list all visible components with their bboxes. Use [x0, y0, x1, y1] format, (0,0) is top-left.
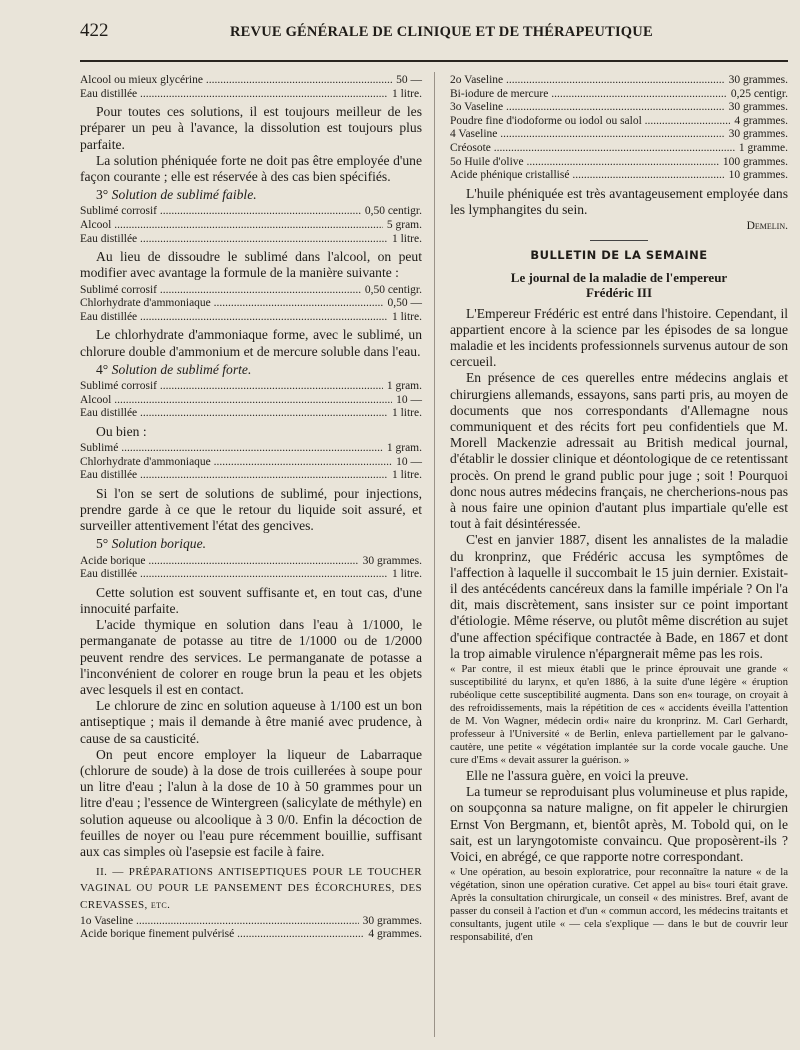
- ingredient-name: Créosote .....: [450, 142, 735, 156]
- formula-list: [80, 205, 422, 246]
- ingredient-amount: 30 grammes.: [362, 554, 422, 567]
- subheading-text: Solution borique.: [111, 536, 207, 552]
- formula-row: [450, 128, 788, 142]
- ingredient-amount: 10 —: [396, 393, 422, 406]
- ingredient-name: 4 Vaseline .....: [450, 128, 725, 142]
- formula-row: [80, 297, 422, 311]
- formula-row: [80, 311, 422, 325]
- paragraph: Pour toutes ces solutions, il est toujours meilleur de les préparer un peu à l'avance, la dissolution est toujours plus parfaite.: [80, 104, 422, 152]
- subheading: [80, 536, 422, 552]
- formula-row: [80, 928, 422, 942]
- paragraph: En présence de ces querelles entre médecins anglais et chirurgiens allemands, essayons, sans parti pris, au moyen de documents que nos correspondants d'Allemagne nous communiquent et des récits fort peu confidentiels que M. Morell Mackenzie adressait au British medical journal, d'établir le dossier clinique et déontologique de ce retentissant procès. On prend le grand public pour juge ; soit ! Pourquoi donc nous autres médecins français, ne chercherions-nous pas à nous faire une opinion d'autant plus impartiale qu'elle est tout à fait désintéressée.: [450, 370, 788, 532]
- ingredient-amount: 30 grammes.: [728, 128, 788, 141]
- ingredient-name: Eau distillée .....: [80, 88, 388, 102]
- paragraph: L'Empereur Frédéric est entré dans l'histoire. Cependant, il appartient encore à la science par les épisodes de sa longue maladie et les incidents professionnels survenus autour de son cercueil.: [450, 305, 788, 370]
- ingredient-name: Eau distillée .....: [80, 311, 388, 325]
- paragraph: Si l'on se sert de solutions de sublimé, pour injections, prendre garde à ce que le retour du liquide soit assuré, et surveiller attentivement l'état des gencives.: [80, 485, 422, 534]
- article-title-line: Le journal de la maladie de l'empereur: [510, 269, 728, 285]
- ingredient-name: Acide borique finement pulvérisé .....: [80, 928, 364, 942]
- section-title: BULLETIN DE LA SEMAINE: [530, 248, 708, 263]
- column-divider: [434, 72, 435, 1037]
- ingredient-amount: 1 litre.: [391, 568, 422, 581]
- formula-row: [80, 568, 422, 582]
- ingredient-amount: 0,50 centigr.: [364, 205, 422, 218]
- paragraph: La solution phéniquée forte ne doit pas être employée d'une façon courante ; elle est réservée à des cas bien spécifiés.: [80, 152, 422, 184]
- formula-row: [80, 469, 422, 483]
- formula-row: [80, 915, 422, 929]
- formula-row: [450, 156, 788, 170]
- ingredient-name: 1o Vaseline .....: [80, 915, 359, 929]
- formula-row: [80, 394, 422, 408]
- formula-row: [450, 169, 788, 183]
- subheading-text: Solution de sublimé faible.: [111, 187, 257, 203]
- formula-row: [450, 115, 788, 129]
- ingredient-name: Poudre fine d'iodoforme ou iodol ou salol .....: [450, 115, 730, 129]
- formula-row: [80, 219, 422, 233]
- formula-row: [80, 456, 422, 470]
- subheading: [80, 187, 422, 203]
- author-signature: Demelin.: [746, 220, 788, 233]
- ingredient-name: Acide phénique cristallisé .....: [450, 169, 725, 183]
- subheading-number: 3°: [96, 187, 109, 203]
- formula-row: [80, 284, 422, 298]
- ingredient-amount: 1 gramme.: [738, 141, 788, 154]
- separator-rule: [590, 240, 648, 241]
- ingredient-name: Sublimé corrosif .....: [80, 205, 361, 219]
- ingredient-name: Alcool .....: [80, 394, 392, 408]
- right-column: [450, 72, 788, 945]
- ingredient-name: Bi-iodure de mercure .....: [450, 88, 727, 102]
- quotation: « Une opération, au besoin exploratrice, pour reconnaître la nature « de la végétation, sinon une opération curative. Cet appel au bis« touri était grave. Après la consultation chirurgicale, un conseil « des ministres. Bref, avant de passer du conseil à l'action et d'un « commun accord, les médecins traitants et consultants, jugent utile « — cela s'explique — dans le but de couvrir leur responsabilité, d'en: [450, 866, 788, 944]
- formula-row: [80, 555, 422, 569]
- article-title-line: Frédéric III: [585, 284, 653, 300]
- ingredient-amount: 30 grammes.: [728, 101, 788, 114]
- ingredient-amount: 1 litre.: [391, 87, 422, 100]
- formula-row: [80, 407, 422, 421]
- paragraph: L'huile phéniquée est très avantageusement employée dans les lymphangites du sein.: [450, 185, 788, 217]
- ingredient-name: Eau distillée .....: [80, 568, 388, 582]
- ingredient-name: Sublimé corrosif .....: [80, 380, 383, 394]
- ingredient-name: Alcool ou mieux glycérine .....: [80, 74, 392, 88]
- page-number: 422: [80, 20, 109, 41]
- paragraph: Ou bien :: [96, 423, 147, 439]
- formula-list: [80, 442, 422, 483]
- ingredient-name: 2o Vaseline .....: [450, 74, 725, 88]
- formula-list: [80, 284, 422, 325]
- formula-row: [450, 142, 788, 156]
- paragraph: La tumeur se reproduisant plus volumineuse et plus rapide, on soupçonna sa nature maligne, on fit appeler le chirurgien Ernst Von Bergmann, et, bientôt après, M. Tobold qui, on le sait, est un laryngotomiste convaincu. Que proposèrent-ils ? Voici, en abrégé, ce que rapporte notre correspondant.: [450, 784, 788, 865]
- paragraph: Cette solution est souvent suffisante et, en tout cas, d'une innocuité parfaite.: [80, 584, 422, 616]
- ingredient-amount: 1 litre.: [391, 469, 422, 482]
- section-heading: II. — PRÉPARATIONS ANTISEPTIQUES POUR LE TOUCHER VAGINAL OU POUR LE PANSEMENT DES ÉCORCHURES, DES CREVASSES, etc.: [80, 866, 422, 911]
- ingredient-name: Alcool .....: [80, 219, 383, 233]
- ingredient-name: Eau distillée .....: [80, 407, 388, 421]
- ingredient-amount: 1 gram.: [386, 379, 422, 392]
- formula-row: [80, 380, 422, 394]
- formula-row: [80, 442, 422, 456]
- subheading-number: 4°: [96, 361, 109, 377]
- ingredient-amount: 1 gram.: [386, 441, 422, 454]
- ingredient-name: Acide borique .....: [80, 555, 359, 569]
- formula-list: [80, 380, 422, 421]
- ingredient-amount: 30 grammes.: [728, 74, 788, 86]
- paragraph: On peut encore employer la liqueur de Labarraque (chlorure de soude) à la dose de trois cuillerées à soupe pour un litre d'eau ; l'alun à la dose de 10 à 50 grammes pour un litre d'eau ; l'essence de Wintergreen (salicylate de méthyle) en solution aqueuse ou alcoolique à 3 0/0. Enfin la décoction de feuilles de noyer ou l'eau pure récemment bouillie, suffisant aux cas simples où l'asepsie est facile à faire.: [80, 746, 422, 859]
- paragraph: Elle ne l'assura guère, en voici la preuve.: [466, 768, 689, 784]
- ingredient-amount: 0,25 centigr.: [730, 87, 788, 100]
- left-column: [80, 72, 422, 945]
- formula-list: [450, 74, 788, 183]
- journal-title: REVUE GÉNÉRALE DE CLINIQUE ET DE THÉRAPEUTIQUE: [230, 24, 653, 40]
- ingredient-name: 5o Huile d'olive .....: [450, 156, 719, 170]
- paragraph: Le chlorhydrate d'ammoniaque forme, avec le sublimé, un chlorure double d'ammonium et de mercure soluble dans l'eau.: [80, 327, 422, 359]
- ingredient-name: Chlorhydrate d'ammoniaque .....: [80, 456, 392, 470]
- formula-list: [80, 555, 422, 582]
- paragraph: Le chlorure de zinc en solution aqueuse à 1/100 est un bon antiseptique ; mais il demande à être manié avec prudence, à cause de sa causticité.: [80, 698, 422, 746]
- ingredient-amount: 1 litre.: [391, 232, 422, 245]
- subheading-text: Solution de sublimé forte.: [111, 361, 252, 377]
- formula-row: [80, 88, 422, 102]
- ingredient-name: Eau distillée .....: [80, 233, 388, 247]
- header-rule: [80, 60, 788, 62]
- ingredient-name: Sublimé corrosif .....: [80, 284, 361, 298]
- formula-row: [80, 233, 422, 247]
- running-header: [0, 20, 800, 60]
- ingredient-amount: 0,50 centigr.: [364, 283, 422, 296]
- ingredient-amount: 1 litre.: [391, 407, 422, 420]
- ingredient-amount: 5 gram.: [386, 219, 422, 231]
- article-title: [450, 270, 788, 300]
- ingredient-amount: 10 —: [396, 455, 422, 468]
- ingredient-amount: 30 grammes.: [362, 914, 422, 927]
- ingredient-name: 3o Vaseline .....: [450, 101, 725, 115]
- paragraph: Au lieu de dissoudre le sublimé dans l'alcool, on peut modifier avec avantage la formule de la manière suivante :: [80, 249, 422, 281]
- subheading-number: 5°: [96, 536, 109, 552]
- formula-row: [80, 74, 422, 88]
- ingredient-amount: 4 grammes.: [368, 928, 422, 941]
- formula-row: [80, 205, 422, 219]
- ingredient-amount: 100 grammes.: [722, 155, 788, 168]
- quotation: « Par contre, il est mieux établi que le prince éprouvait une grande « susceptibilité du larynx, et qu'en 1886, à la suite d'une légère « éruption rubéolique cette susceptibilité augmenta. Dans son en« tourage, on croyait à des refroidissements, mais la répétition de ces « accidents éveilla l'attention de M. Von Wagner, médecin ordi« naire du kronprinz. M. Carl Gerhardt, professeur à l'Université « de Berlin, enleva partiellement par le galvano-cautère, une petite « végétation implantée sur la corde vocale gauche. Une cure d'Ems « devait assurer la guérison. »: [450, 663, 788, 767]
- ingredient-amount: 0,50 —: [387, 297, 422, 310]
- formula-row: [450, 101, 788, 115]
- ingredient-name: Chlorhydrate d'ammoniaque .....: [80, 297, 384, 311]
- formula-list: [80, 74, 422, 101]
- paragraph: C'est en janvier 1887, disent les annalistes de la maladie du kronprinz, que Frédéric accusa les symptômes de l'affection à laquelle il succombait le 15 juin dernier. Existait-il des antécédents cancéreux dans la famille impériale ? On l'a dit, mais discrètement, sans insister sur ce point important d'étiologie. Même réserve, ou plutôt même discrétion au sujet d'une affection spécifique contractée à Bade, en 1867 et dont la trop aimable virulence n'épargnerait même pas les rois.: [450, 532, 788, 661]
- ingredient-amount: 1 litre.: [391, 310, 422, 323]
- formula-row: [450, 74, 788, 88]
- ingredient-amount: 50 —: [396, 74, 422, 86]
- ingredient-name: Eau distillée .....: [80, 469, 388, 483]
- paragraph: L'acide thymique en solution dans l'eau à 1/1000, le permanganate de potasse au titre de 1/1000 ou de 1/2000 peuvent rendre des services. Le permanganate de potasse a l'inconvénient de colorer en rouge brun la peau et les objets avec lesquels il est en contact.: [80, 617, 422, 697]
- ingredient-amount: 4 grammes.: [734, 114, 788, 127]
- ingredient-amount: 10 grammes.: [728, 169, 788, 182]
- formula-list: [80, 915, 422, 942]
- subheading: [80, 362, 422, 378]
- formula-row: [450, 88, 788, 102]
- ingredient-name: Sublimé .....: [80, 442, 383, 456]
